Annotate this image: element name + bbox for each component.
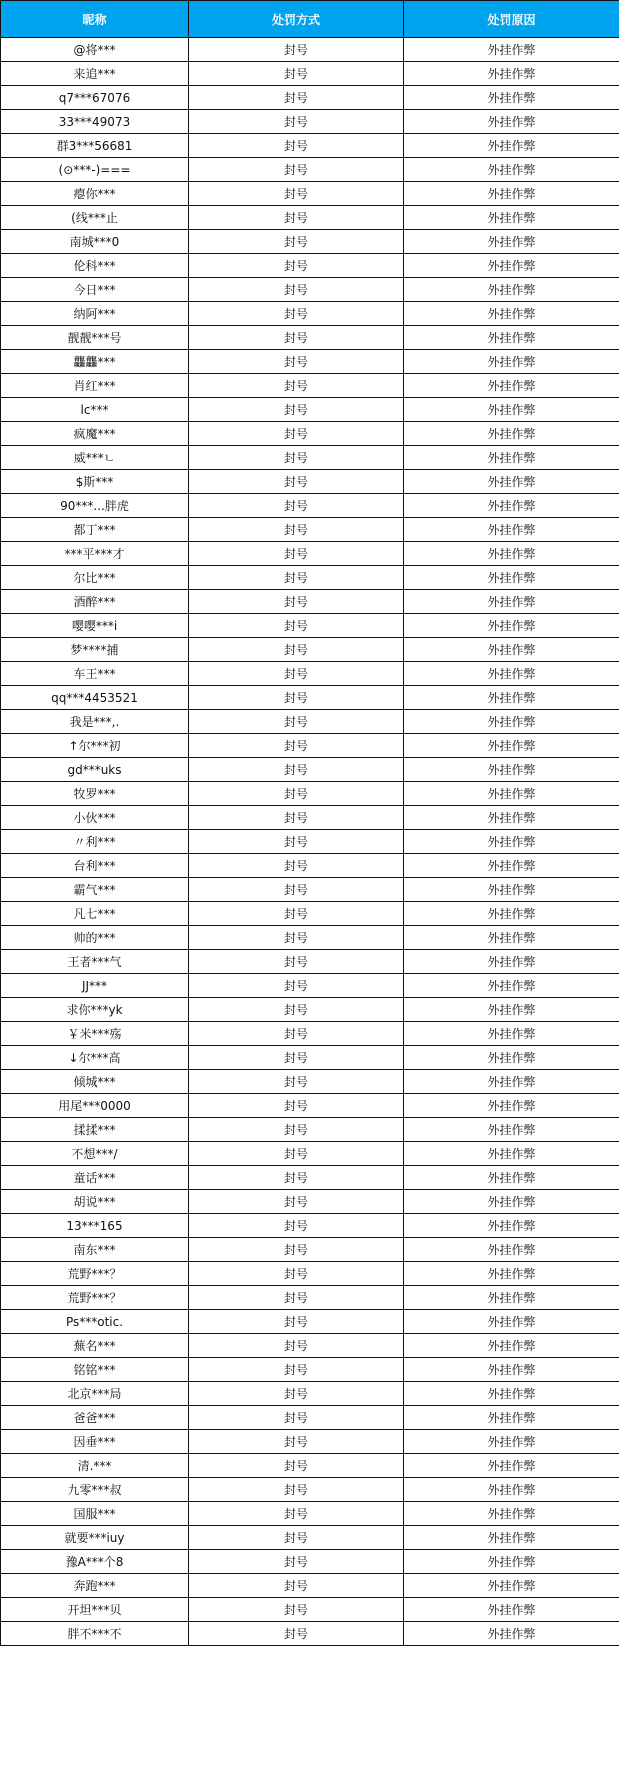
cell-penalty-reason: 外挂作弊 xyxy=(404,710,619,734)
cell-nickname: 牧罗*** xyxy=(1,782,189,806)
cell-nickname: 龘龘*** xyxy=(1,350,189,374)
table-row xyxy=(1,446,619,470)
cell-penalty-reason: 外挂作弊 xyxy=(404,1598,619,1622)
cell-nickname: 开坦***贝 xyxy=(1,1598,189,1622)
cell-penalty-method: 封号 xyxy=(189,422,404,446)
cell-penalty-method: 封号 xyxy=(189,494,404,518)
cell-penalty-method: 封号 xyxy=(189,398,404,422)
cell-penalty-method: 封号 xyxy=(189,974,404,998)
cell-penalty-method: 封号 xyxy=(189,1358,404,1382)
cell-nickname: 都丁*** xyxy=(1,518,189,542)
cell-penalty-method: 封号 xyxy=(189,662,404,686)
cell-penalty-method: 封号 xyxy=(189,518,404,542)
table-row xyxy=(1,662,619,686)
cell-penalty-reason: 外挂作弊 xyxy=(404,134,619,158)
table-row xyxy=(1,566,619,590)
table-row xyxy=(1,1262,619,1286)
table-row xyxy=(1,302,619,326)
table-row xyxy=(1,1526,619,1550)
cell-penalty-reason: 外挂作弊 xyxy=(404,374,619,398)
cell-penalty-reason: 外挂作弊 xyxy=(404,1286,619,1310)
cell-nickname: 威***ㄴ xyxy=(1,446,189,470)
table-row xyxy=(1,1190,619,1214)
cell-penalty-method: 封号 xyxy=(189,1550,404,1574)
cell-penalty-reason: 外挂作弊 xyxy=(404,998,619,1022)
table-row xyxy=(1,230,619,254)
cell-penalty-reason: 外挂作弊 xyxy=(404,1238,619,1262)
cell-penalty-reason: 外挂作弊 xyxy=(404,470,619,494)
cell-penalty-method: 封号 xyxy=(189,1310,404,1334)
cell-penalty-method: 封号 xyxy=(189,1190,404,1214)
table-row xyxy=(1,686,619,710)
cell-penalty-method: 封号 xyxy=(189,1598,404,1622)
table-row xyxy=(1,710,619,734)
cell-nickname: 尔比*** xyxy=(1,566,189,590)
table-row xyxy=(1,206,619,230)
cell-nickname: 求你***yk xyxy=(1,998,189,1022)
cell-nickname: @将*** xyxy=(1,38,189,62)
cell-penalty-method: 封号 xyxy=(189,1574,404,1598)
cell-nickname: gd***uks xyxy=(1,758,189,782)
cell-penalty-reason: 外挂作弊 xyxy=(404,734,619,758)
cell-penalty-method: 封号 xyxy=(189,374,404,398)
cell-nickname: 33***49073 xyxy=(1,110,189,134)
cell-nickname: 90***...胖虎 xyxy=(1,494,189,518)
cell-penalty-reason: 外挂作弊 xyxy=(404,1574,619,1598)
cell-penalty-reason: 外挂作弊 xyxy=(404,1190,619,1214)
cell-penalty-reason: 外挂作弊 xyxy=(404,590,619,614)
cell-nickname: 群3***56681 xyxy=(1,134,189,158)
cell-penalty-method: 封号 xyxy=(189,1142,404,1166)
cell-penalty-reason: 外挂作弊 xyxy=(404,1526,619,1550)
table-row xyxy=(1,1094,619,1118)
table-row xyxy=(1,638,619,662)
cell-penalty-method: 封号 xyxy=(189,998,404,1022)
cell-nickname: 奔跑*** xyxy=(1,1574,189,1598)
cell-nickname: 台利*** xyxy=(1,854,189,878)
cell-nickname: 今日*** xyxy=(1,278,189,302)
cell-penalty-method: 封号 xyxy=(189,758,404,782)
cell-nickname: 九零***叔 xyxy=(1,1478,189,1502)
cell-nickname: 嘤嘤***i xyxy=(1,614,189,638)
cell-nickname: 小伙*** xyxy=(1,806,189,830)
table-row xyxy=(1,1574,619,1598)
cell-penalty-reason: 外挂作弊 xyxy=(404,950,619,974)
table-row xyxy=(1,830,619,854)
cell-penalty-method: 封号 xyxy=(189,350,404,374)
cell-nickname: 疯魔*** xyxy=(1,422,189,446)
table-row xyxy=(1,1454,619,1478)
cell-nickname: 靓靓***号 xyxy=(1,326,189,350)
cell-penalty-reason: 外挂作弊 xyxy=(404,182,619,206)
cell-penalty-method: 封号 xyxy=(189,686,404,710)
cell-penalty-method: 封号 xyxy=(189,1214,404,1238)
cell-penalty-method: 封号 xyxy=(189,1430,404,1454)
table-row xyxy=(1,62,619,86)
table-row xyxy=(1,974,619,998)
cell-penalty-method: 封号 xyxy=(189,782,404,806)
table-row xyxy=(1,278,619,302)
cell-nickname: 车王*** xyxy=(1,662,189,686)
cell-nickname: 南东*** xyxy=(1,1238,189,1262)
cell-nickname: 纳阿*** xyxy=(1,302,189,326)
cell-penalty-reason: 外挂作弊 xyxy=(404,926,619,950)
cell-penalty-reason: 外挂作弊 xyxy=(404,1358,619,1382)
cell-penalty-reason: 外挂作弊 xyxy=(404,1166,619,1190)
table-row xyxy=(1,1214,619,1238)
table-row xyxy=(1,1598,619,1622)
cell-penalty-reason: 外挂作弊 xyxy=(404,1406,619,1430)
cell-penalty-reason: 外挂作弊 xyxy=(404,1550,619,1574)
cell-nickname: ↑尔***初 xyxy=(1,734,189,758)
cell-penalty-method: 封号 xyxy=(189,1478,404,1502)
cell-nickname: 伦科*** xyxy=(1,254,189,278)
cell-nickname: 国服*** xyxy=(1,1502,189,1526)
table-row xyxy=(1,806,619,830)
table-row xyxy=(1,470,619,494)
table-row xyxy=(1,1118,619,1142)
table-row xyxy=(1,1622,619,1646)
cell-penalty-method: 封号 xyxy=(189,542,404,566)
table-row xyxy=(1,494,619,518)
cell-penalty-reason: 外挂作弊 xyxy=(404,854,619,878)
cell-nickname: 来追*** xyxy=(1,62,189,86)
table-row xyxy=(1,1238,619,1262)
cell-penalty-reason: 外挂作弊 xyxy=(404,686,619,710)
cell-penalty-method: 封号 xyxy=(189,110,404,134)
table-row xyxy=(1,374,619,398)
table-row xyxy=(1,590,619,614)
table-row xyxy=(1,422,619,446)
cell-penalty-method: 封号 xyxy=(189,1382,404,1406)
cell-penalty-reason: 外挂作弊 xyxy=(404,1118,619,1142)
cell-penalty-reason: 外挂作弊 xyxy=(404,1430,619,1454)
table-row xyxy=(1,1022,619,1046)
cell-nickname: 揉揉*** xyxy=(1,1118,189,1142)
cell-penalty-method: 封号 xyxy=(189,950,404,974)
cell-nickname: 南城***0 xyxy=(1,230,189,254)
cell-penalty-reason: 外挂作弊 xyxy=(404,1502,619,1526)
cell-penalty-method: 封号 xyxy=(189,1238,404,1262)
cell-penalty-reason: 外挂作弊 xyxy=(404,350,619,374)
cell-penalty-method: 封号 xyxy=(189,638,404,662)
cell-nickname: 帅的*** xyxy=(1,926,189,950)
cell-nickname: Ps***otic. xyxy=(1,1310,189,1334)
cell-penalty-method: 封号 xyxy=(189,1406,404,1430)
cell-penalty-method: 封号 xyxy=(189,326,404,350)
cell-penalty-reason: 外挂作弊 xyxy=(404,878,619,902)
cell-nickname: ￥米***殇 xyxy=(1,1022,189,1046)
table-row xyxy=(1,1142,619,1166)
cell-penalty-reason: 外挂作弊 xyxy=(404,1142,619,1166)
cell-penalty-method: 封号 xyxy=(189,86,404,110)
cell-penalty-reason: 外挂作弊 xyxy=(404,1046,619,1070)
cell-penalty-method: 封号 xyxy=(189,926,404,950)
table-row xyxy=(1,758,619,782)
header-penalty-method: 处罚方式 xyxy=(189,1,404,38)
cell-nickname: 荒野***？ xyxy=(1,1262,189,1286)
cell-nickname: 〃利*** xyxy=(1,830,189,854)
cell-nickname: 铭铭*** xyxy=(1,1358,189,1382)
cell-penalty-method: 封号 xyxy=(189,1094,404,1118)
cell-nickname: 王者***气 xyxy=(1,950,189,974)
cell-penalty-method: 封号 xyxy=(189,1502,404,1526)
cell-penalty-reason: 外挂作弊 xyxy=(404,1262,619,1286)
cell-penalty-method: 封号 xyxy=(189,302,404,326)
cell-penalty-reason: 外挂作弊 xyxy=(404,398,619,422)
cell-penalty-method: 封号 xyxy=(189,254,404,278)
cell-penalty-method: 封号 xyxy=(189,1070,404,1094)
cell-nickname: ↓尔***高 xyxy=(1,1046,189,1070)
table-row xyxy=(1,1502,619,1526)
cell-penalty-method: 封号 xyxy=(189,1262,404,1286)
cell-nickname: 我是***,. xyxy=(1,710,189,734)
table-row xyxy=(1,542,619,566)
table-row xyxy=(1,86,619,110)
table-row xyxy=(1,134,619,158)
table-row xyxy=(1,614,619,638)
cell-nickname: 因垂*** xyxy=(1,1430,189,1454)
table-row xyxy=(1,350,619,374)
table-row xyxy=(1,110,619,134)
cell-penalty-reason: 外挂作弊 xyxy=(404,110,619,134)
cell-nickname: 倾城*** xyxy=(1,1070,189,1094)
cell-penalty-reason: 外挂作弊 xyxy=(404,974,619,998)
table-row xyxy=(1,254,619,278)
cell-penalty-method: 封号 xyxy=(189,206,404,230)
cell-penalty-reason: 外挂作弊 xyxy=(404,206,619,230)
cell-nickname: 就要***iuy xyxy=(1,1526,189,1550)
table-row xyxy=(1,1550,619,1574)
cell-penalty-reason: 外挂作弊 xyxy=(404,1310,619,1334)
cell-penalty-reason: 外挂作弊 xyxy=(404,758,619,782)
table-row xyxy=(1,734,619,758)
cell-nickname: 北京***局 xyxy=(1,1382,189,1406)
cell-penalty-method: 封号 xyxy=(189,1526,404,1550)
cell-penalty-reason: 外挂作弊 xyxy=(404,230,619,254)
cell-penalty-method: 封号 xyxy=(189,1118,404,1142)
table-header xyxy=(1,1,619,38)
cell-penalty-method: 封号 xyxy=(189,902,404,926)
cell-penalty-reason: 外挂作弊 xyxy=(404,1022,619,1046)
cell-penalty-reason: 外挂作弊 xyxy=(404,830,619,854)
cell-nickname: 豫A***个8 xyxy=(1,1550,189,1574)
cell-penalty-reason: 外挂作弊 xyxy=(404,566,619,590)
cell-penalty-reason: 外挂作弊 xyxy=(404,662,619,686)
table-row xyxy=(1,950,619,974)
cell-penalty-method: 封号 xyxy=(189,230,404,254)
table-row xyxy=(1,1166,619,1190)
cell-penalty-reason: 外挂作弊 xyxy=(404,518,619,542)
table-row xyxy=(1,1286,619,1310)
cell-penalty-method: 封号 xyxy=(189,1166,404,1190)
cell-nickname: q7***67076 xyxy=(1,86,189,110)
table-row xyxy=(1,398,619,422)
table-row xyxy=(1,926,619,950)
cell-penalty-reason: 外挂作弊 xyxy=(404,1478,619,1502)
cell-penalty-reason: 外挂作弊 xyxy=(404,158,619,182)
header-nickname: 昵称 xyxy=(1,1,189,38)
table-row xyxy=(1,1310,619,1334)
header-penalty-reason: 处罚原因 xyxy=(404,1,619,38)
cell-nickname: 霸气*** xyxy=(1,878,189,902)
cell-penalty-reason: 外挂作弊 xyxy=(404,494,619,518)
cell-penalty-reason: 外挂作弊 xyxy=(404,422,619,446)
cell-nickname: 瘪你*** xyxy=(1,182,189,206)
cell-nickname: 凡七*** xyxy=(1,902,189,926)
cell-penalty-method: 封号 xyxy=(189,134,404,158)
cell-penalty-reason: 外挂作弊 xyxy=(404,62,619,86)
table-row xyxy=(1,182,619,206)
cell-penalty-method: 封号 xyxy=(189,182,404,206)
cell-nickname: 梦****捕 xyxy=(1,638,189,662)
cell-penalty-reason: 外挂作弊 xyxy=(404,1382,619,1406)
cell-penalty-reason: 外挂作弊 xyxy=(404,1214,619,1238)
cell-penalty-reason: 外挂作弊 xyxy=(404,302,619,326)
cell-penalty-method: 封号 xyxy=(189,62,404,86)
cell-penalty-method: 封号 xyxy=(189,590,404,614)
cell-penalty-reason: 外挂作弊 xyxy=(404,446,619,470)
table-row xyxy=(1,998,619,1022)
cell-nickname: $斯*** xyxy=(1,470,189,494)
table-row xyxy=(1,1382,619,1406)
cell-penalty-reason: 外挂作弊 xyxy=(404,326,619,350)
table-row xyxy=(1,518,619,542)
cell-penalty-reason: 外挂作弊 xyxy=(404,782,619,806)
cell-nickname: (线***止 xyxy=(1,206,189,230)
header-row xyxy=(1,1,619,38)
cell-penalty-reason: 外挂作弊 xyxy=(404,254,619,278)
table-row xyxy=(1,854,619,878)
cell-penalty-reason: 外挂作弊 xyxy=(404,902,619,926)
cell-nickname: 肖红*** xyxy=(1,374,189,398)
cell-penalty-method: 封号 xyxy=(189,830,404,854)
cell-penalty-reason: 外挂作弊 xyxy=(404,1094,619,1118)
cell-penalty-reason: 外挂作弊 xyxy=(404,806,619,830)
cell-nickname: JJ*** xyxy=(1,974,189,998)
cell-nickname: lc*** xyxy=(1,398,189,422)
cell-penalty-method: 封号 xyxy=(189,38,404,62)
cell-penalty-reason: 外挂作弊 xyxy=(404,1334,619,1358)
table-row xyxy=(1,1334,619,1358)
cell-penalty-method: 封号 xyxy=(189,1622,404,1646)
table-body xyxy=(1,38,619,1646)
cell-penalty-method: 封号 xyxy=(189,710,404,734)
cell-penalty-reason: 外挂作弊 xyxy=(404,278,619,302)
table-row xyxy=(1,1358,619,1382)
table-row xyxy=(1,326,619,350)
cell-penalty-method: 封号 xyxy=(189,734,404,758)
cell-penalty-method: 封号 xyxy=(189,854,404,878)
cell-penalty-reason: 外挂作弊 xyxy=(404,38,619,62)
cell-penalty-reason: 外挂作弊 xyxy=(404,1454,619,1478)
cell-penalty-method: 封号 xyxy=(189,878,404,902)
cell-penalty-method: 封号 xyxy=(189,1022,404,1046)
cell-penalty-reason: 外挂作弊 xyxy=(404,1070,619,1094)
cell-penalty-method: 封号 xyxy=(189,278,404,302)
cell-nickname: ***平***才 xyxy=(1,542,189,566)
cell-nickname: 不想***/ xyxy=(1,1142,189,1166)
cell-penalty-reason: 外挂作弊 xyxy=(404,614,619,638)
cell-penalty-method: 封号 xyxy=(189,1454,404,1478)
cell-penalty-method: 封号 xyxy=(189,1286,404,1310)
cell-penalty-reason: 外挂作弊 xyxy=(404,638,619,662)
table-row xyxy=(1,878,619,902)
cell-penalty-method: 封号 xyxy=(189,614,404,638)
table-row xyxy=(1,158,619,182)
cell-penalty-method: 封号 xyxy=(189,1046,404,1070)
cell-penalty-method: 封号 xyxy=(189,470,404,494)
cell-penalty-reason: 外挂作弊 xyxy=(404,542,619,566)
cell-penalty-method: 封号 xyxy=(189,1334,404,1358)
cell-nickname: 胡说*** xyxy=(1,1190,189,1214)
cell-penalty-method: 封号 xyxy=(189,566,404,590)
table-row xyxy=(1,1478,619,1502)
cell-nickname: 胖不***不 xyxy=(1,1622,189,1646)
cell-nickname: 用尾***0000 xyxy=(1,1094,189,1118)
cell-nickname: 13***165 xyxy=(1,1214,189,1238)
cell-nickname: 爸爸*** xyxy=(1,1406,189,1430)
cell-nickname: 清.*** xyxy=(1,1454,189,1478)
cell-nickname: 酒醉*** xyxy=(1,590,189,614)
cell-penalty-reason: 外挂作弊 xyxy=(404,86,619,110)
table-row xyxy=(1,1046,619,1070)
cell-nickname: qq***4453521 xyxy=(1,686,189,710)
cell-nickname: 童话*** xyxy=(1,1166,189,1190)
cell-nickname: (⊙***-)=== xyxy=(1,158,189,182)
cell-penalty-method: 封号 xyxy=(189,806,404,830)
table-row xyxy=(1,782,619,806)
cell-nickname: 荒野***？ xyxy=(1,1286,189,1310)
table-row xyxy=(1,902,619,926)
cell-penalty-reason: 外挂作弊 xyxy=(404,1622,619,1646)
cell-penalty-method: 封号 xyxy=(189,158,404,182)
table-row xyxy=(1,1070,619,1094)
cell-nickname: 蕪名*** xyxy=(1,1334,189,1358)
cell-penalty-method: 封号 xyxy=(189,446,404,470)
table-row xyxy=(1,1406,619,1430)
table-row xyxy=(1,38,619,62)
table-row xyxy=(1,1430,619,1454)
